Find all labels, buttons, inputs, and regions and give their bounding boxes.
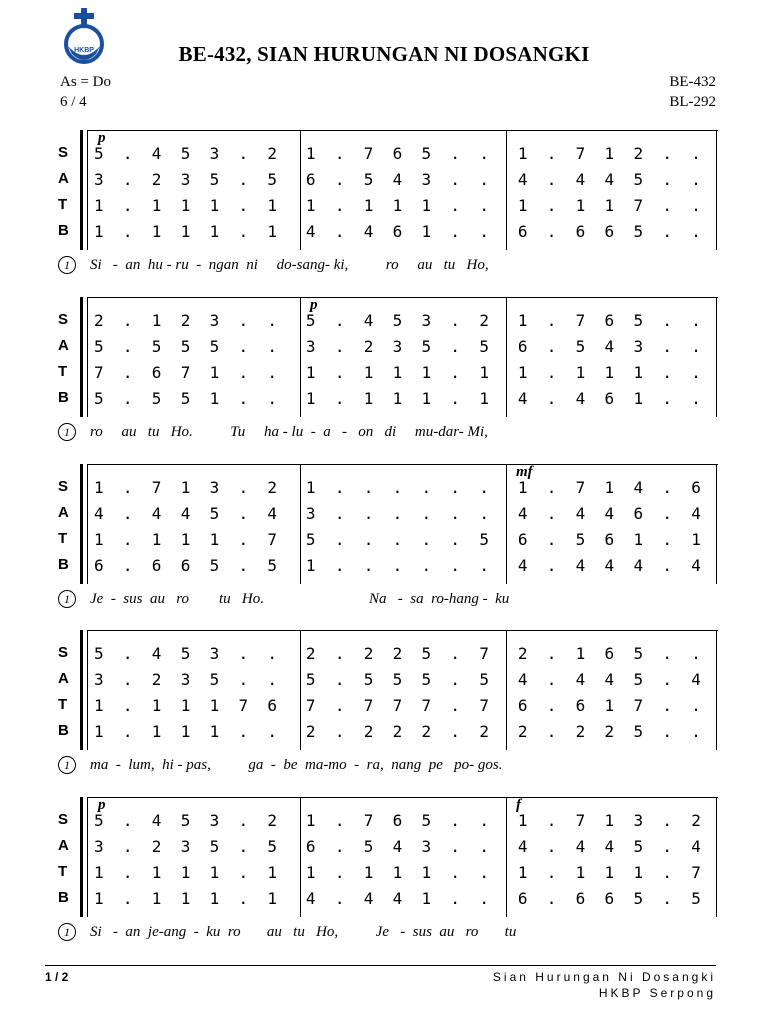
voice-label-T: T	[58, 530, 68, 547]
system-end-line	[716, 464, 717, 584]
footer-song-title: Sian Hurungan Ni Dosangki	[492, 970, 716, 984]
voice-label-S: S	[58, 644, 69, 661]
score-system-4	[38, 618, 728, 773]
voice-label-T: T	[58, 196, 68, 213]
notation-row-T: 1 . 1 1 1 . 1 1 . 1 1 1 . . 1 . 1 1 7 . .	[94, 196, 701, 215]
notation-row-S: 1 . 7 1 3 . 2 1 . . . . . . 1 . 7 1 4 . 6	[94, 478, 701, 497]
lyrics-line	[58, 423, 488, 441]
system-end-line	[716, 297, 717, 417]
system-top-line	[88, 630, 718, 631]
lyrics-text: Si - an hu - ru - ngan ni do-sang- ki, ro au tu Ho,	[90, 257, 489, 273]
lyrics-text: Si - an je-ang - ku ro au tu Ho, Je - sus au ro tu	[90, 924, 517, 940]
notation-row-S: 5 . 4 5 3 . . 2 . 2 2 5 . 7 2 . 1 6 5 . .	[94, 644, 701, 663]
notation-row-A: 3 . 2 3 5 . 5 6 . 5 4 3 . . 4 . 4 4 5 . 4	[94, 837, 701, 856]
voice-label-A: A	[58, 670, 69, 687]
notation-row-T: 1 . 1 1 1 . 7 5 . . . . . 5 6 . 5 6 1 . 1	[94, 530, 701, 549]
voice-label-T: T	[58, 696, 68, 713]
notation-row-T: 1 . 1 1 1 . 1 1 . 1 1 1 . . 1 . 1 1 1 . 7	[94, 863, 701, 882]
footer-divider	[45, 965, 716, 966]
score-system-5	[38, 785, 728, 940]
voice-label-B: B	[58, 222, 69, 239]
lyrics-line	[58, 256, 489, 274]
score-system-2	[38, 285, 728, 440]
system-end-line	[716, 630, 717, 750]
notation-row-S: 5 . 4 5 3 . 2 1 . 7 6 5 . . 1 . 7 1 3 . 2	[94, 811, 701, 830]
lyrics-text: ro au tu Ho. Tu ha - lu - a - on di mu-dar- Mi,	[90, 424, 488, 440]
notation-row-T: 7 . 6 7 1 . . 1 . 1 1 1 . 1 1 . 1 1 1 . .	[94, 363, 701, 382]
voice-label-S: S	[58, 811, 69, 828]
voice-label-B: B	[58, 722, 69, 739]
dynamic-marking: p	[98, 130, 106, 146]
notation-row-B: 1 . 1 1 1 . 1 4 . 4 6 1 . . 6 . 6 6 5 . .	[94, 222, 701, 241]
notation-row-S: 5 . 4 5 3 . 2 1 . 7 6 5 . . 1 . 7 1 2 . .	[94, 144, 701, 163]
voice-label-A: A	[58, 504, 69, 521]
system-end-line	[716, 130, 717, 250]
notation-row-S: 2 . 1 2 3 . . 5 . 4 5 3 . 2 1 . 7 6 5 . .	[94, 311, 701, 330]
system-top-line	[88, 297, 718, 298]
notation-row-B: 5 . 5 5 1 . . 1 . 1 1 1 . 1 4 . 4 6 1 . .	[94, 389, 701, 408]
dynamic-marking: f	[516, 797, 521, 813]
notation-row-B: 1 . 1 1 1 . 1 4 . 4 4 1 . . 6 . 6 6 5 . 5	[94, 889, 701, 908]
voice-label-S: S	[58, 144, 69, 161]
verse-number: 1	[58, 923, 76, 941]
verse-number: 1	[58, 256, 76, 274]
system-bracket	[80, 464, 88, 584]
voice-label-S: S	[58, 311, 69, 328]
lyrics-text: Je - sus au ro tu Ho. Na - sa ro-hang - ku	[90, 591, 510, 607]
lyrics-line	[58, 923, 516, 941]
voice-label-S: S	[58, 478, 69, 495]
voice-label-A: A	[58, 837, 69, 854]
verse-number: 1	[58, 756, 76, 774]
key-signature: As = Do	[60, 74, 111, 90]
system-end-line	[716, 797, 717, 917]
notation-row-A: 3 . 2 3 5 . 5 6 . 5 4 3 . . 4 . 4 4 5 . .	[94, 170, 701, 189]
voice-label-B: B	[58, 556, 69, 573]
notation-row-B: 6 . 6 6 5 . 5 1 . . . . . . 4 . 4 4 4 . 4	[94, 556, 701, 575]
notation-row-A: 4 . 4 4 5 . 4 3 . . . . . . 4 . 4 4 6 . 4	[94, 504, 701, 523]
verse-number: 1	[58, 590, 76, 608]
system-top-line	[88, 464, 718, 465]
svg-text:HKBP: HKBP	[74, 47, 94, 54]
score-system-3	[38, 452, 728, 607]
lyrics-line	[58, 756, 502, 774]
system-bracket	[80, 297, 88, 417]
page-title: BE-432, SIAN HURUNGAN NI DOSANGKI	[178, 42, 590, 66]
notation-row-T: 1 . 1 1 1 7 6 7 . 7 7 7 . 7 6 . 6 1 7 . .	[94, 696, 701, 715]
page-number: 1 / 2	[45, 970, 69, 984]
voice-label-B: B	[58, 889, 69, 906]
verse-number: 1	[58, 423, 76, 441]
time-signature: 6 / 4	[60, 94, 87, 110]
voice-label-T: T	[58, 363, 68, 380]
notation-row-A: 5 . 5 5 5 . . 3 . 2 3 5 . 5 6 . 5 4 3 . .	[94, 337, 701, 356]
dynamic-marking: p	[310, 297, 318, 313]
notation-row-A: 3 . 2 3 5 . . 5 . 5 5 5 . 5 4 . 4 4 5 . 4	[94, 670, 701, 689]
voice-label-T: T	[58, 863, 68, 880]
hymn-code-be: BE-432	[669, 74, 716, 90]
system-bracket	[80, 797, 88, 917]
score-system-1	[38, 118, 728, 273]
dynamic-marking: mf	[516, 464, 533, 480]
voice-label-A: A	[58, 170, 69, 187]
dynamic-marking: p	[98, 797, 106, 813]
lyrics-text: ma - lum, hi - pas, ga - be ma-mo - ra, nang pe po- gos.	[90, 757, 503, 773]
notation-row-B: 1 . 1 1 1 . . 2 . 2 2 2 . 2 2 . 2 2 5 . .	[94, 722, 701, 741]
system-bracket	[80, 130, 88, 250]
voice-label-B: B	[58, 389, 69, 406]
system-top-line	[88, 797, 718, 798]
system-bracket	[80, 630, 88, 750]
voice-label-A: A	[58, 337, 69, 354]
hymn-code-bl: BL-292	[669, 94, 716, 110]
lyrics-line	[58, 590, 509, 608]
footer-church: HKBP Serpong	[598, 986, 716, 1000]
system-top-line	[88, 130, 718, 131]
